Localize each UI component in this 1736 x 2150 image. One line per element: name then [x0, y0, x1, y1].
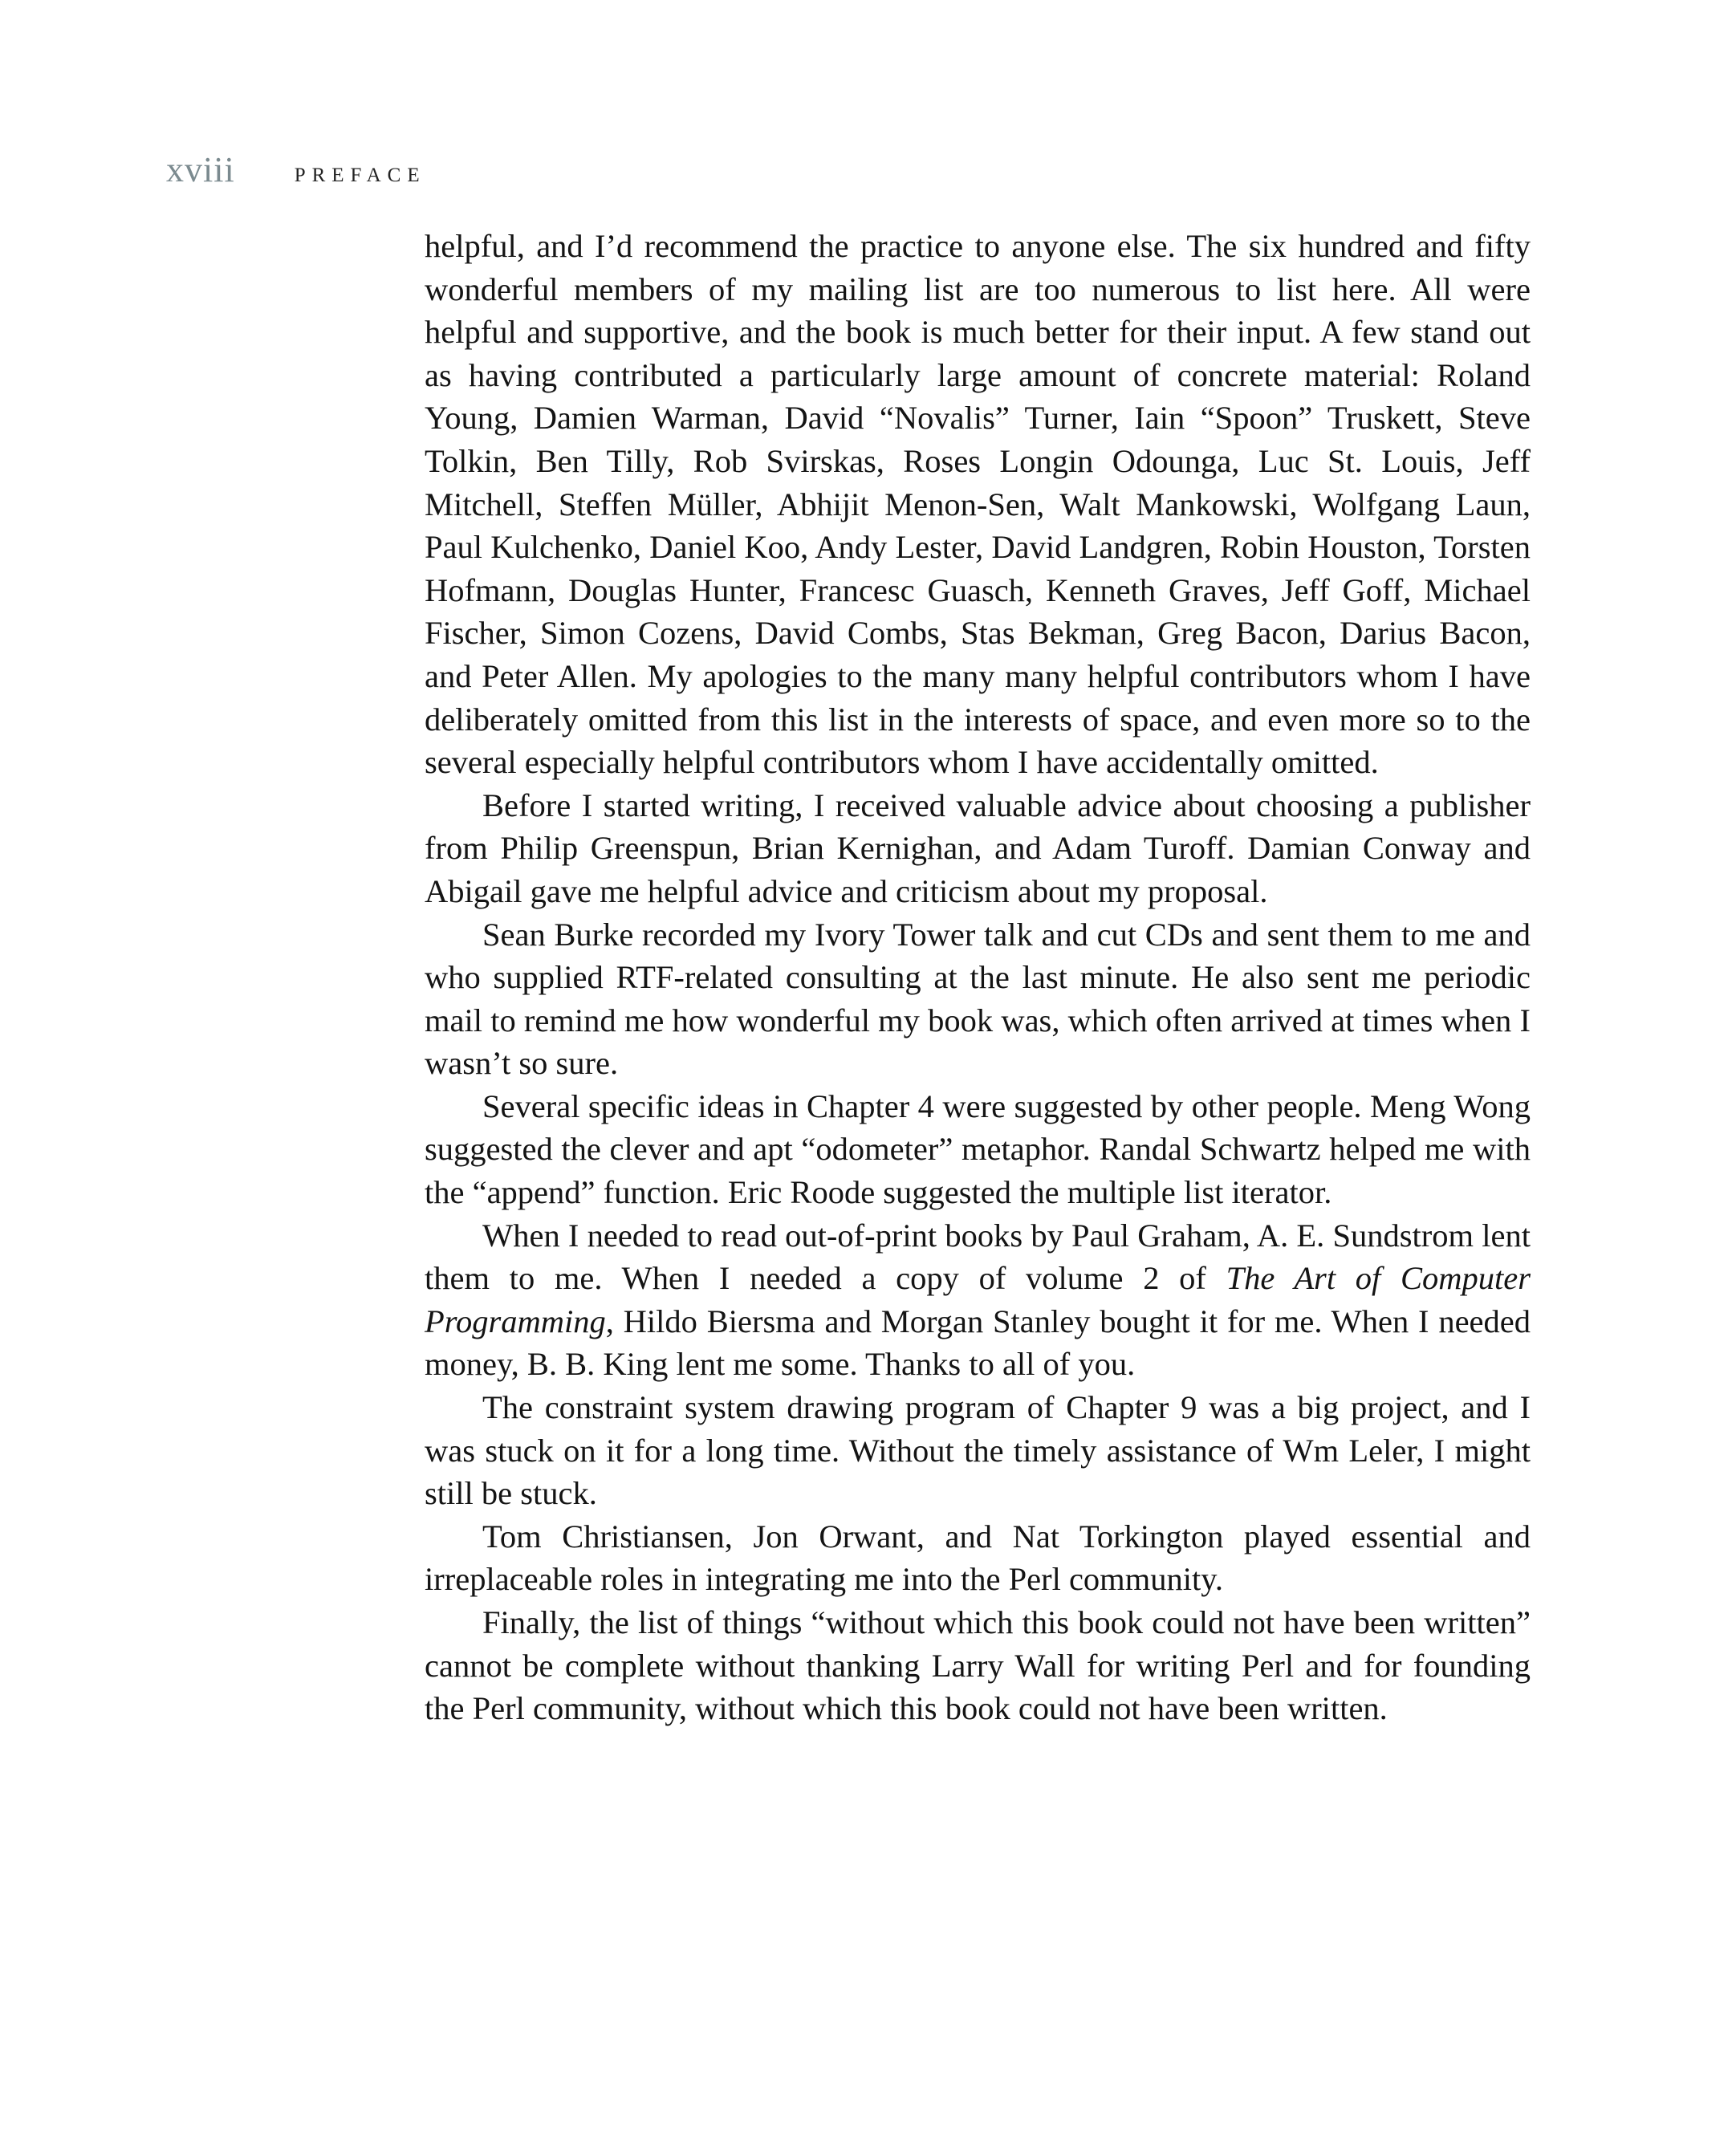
section-title: PREFACE: [294, 165, 426, 186]
paragraph-books-lent: [425, 1214, 1531, 1386]
page-number: xviii: [166, 150, 235, 189]
paragraph-books-lent-part-2: , Hildo Biersma and Morgan Stanley bought it for me. When I needed money, B. B. King lent me some. Thanks to all of you.: [425, 1303, 1531, 1383]
paragraph-contributors: helpful, and I’d recommend the practice to anyone else. The six hundred and fifty wonderful members of my mailing list are too numerous to list here. All were helpful and supportive, and the book is much better for their input. A few stand out as having contributed a particularly large amount of concrete material: Roland Young, Damien Warman, David “Novalis” Turner, Iain “Spoon” Truskett, Steve Tolkin, Ben Tilly, Rob Svirskas, Roses Longin Odounga, Luc St. Louis, Jeff Mitchell, Steffen Müller, Abhijit Menon-Sen, Walt Mankowski, Wolfgang Laun, Paul Kulchenko, Daniel Koo, Andy Lester, David Landgren, Robin Houston, Torsten Hofmann, Douglas Hunter, Francesc Guasch, Kenneth Graves, Jeff Goff, Michael Fischer, Simon Cozens, David Combs, Stas Bekman, Greg Bacon, Darius Bacon, and Peter Allen. My apologies to the many many helpful contributors whom I have deliberately omitted from this list in the interests of space, and even more so to the several especially helpful contributors whom I have accidentally omitted.: [425, 228, 1531, 781]
paragraph-sean-burke: Sean Burke recorded my Ivory Tower talk and cut CDs and sent them to me and who supplied RTF-related consulting at the last minute. He also sent me periodic mail to remind me how wonderful my book was, which often arrived at times when I wasn’t so sure.: [425, 916, 1531, 1082]
running-head: [166, 149, 426, 197]
book-title: The Art of Computer Programming: [425, 1260, 1531, 1339]
paragraph-publisher-advice: Before I started writing, I received valuable advice about choosing a publisher from Philip Greenspun, Brian Kernighan, and Adam Turoff. Damian Conway and Abigail gave me helpful advice and criticism about my proposal.: [425, 786, 1531, 909]
paragraph-larry-wall: Finally, the list of things “without which this book could not have been written” cannot be complete without thanking Larry Wall for writing Perl and for founding the Perl community, without which this book could not have been written.: [425, 1604, 1531, 1727]
paragraph-chapter-9: The constraint system drawing program of Chapter 9 was a big project, and I was stuck on it for a long time. Without the timely assistance of Wm Leler, I might still be stuck.: [425, 1389, 1531, 1512]
paragraph-chapter-4-ideas: Several specific ideas in Chapter 4 were suggested by other people. Meng Wong suggested the clever and apt “odometer” metaphor. Randal Schwartz helped me with the “append” function. Eric Roode suggested the multiple list iterator.: [425, 1087, 1531, 1211]
paragraph-books-lent-part-1: When I needed to read out-of-print books by Paul Graham, A. E. Sundstrom lent them to me. When I needed a copy of volume 2 of: [425, 1217, 1531, 1297]
body-text: [425, 225, 1531, 1730]
paragraph-perl-community: Tom Christiansen, Jon Orwant, and Nat Torkington played essential and irreplaceable roles in integrating me into the Perl community.: [425, 1518, 1531, 1598]
